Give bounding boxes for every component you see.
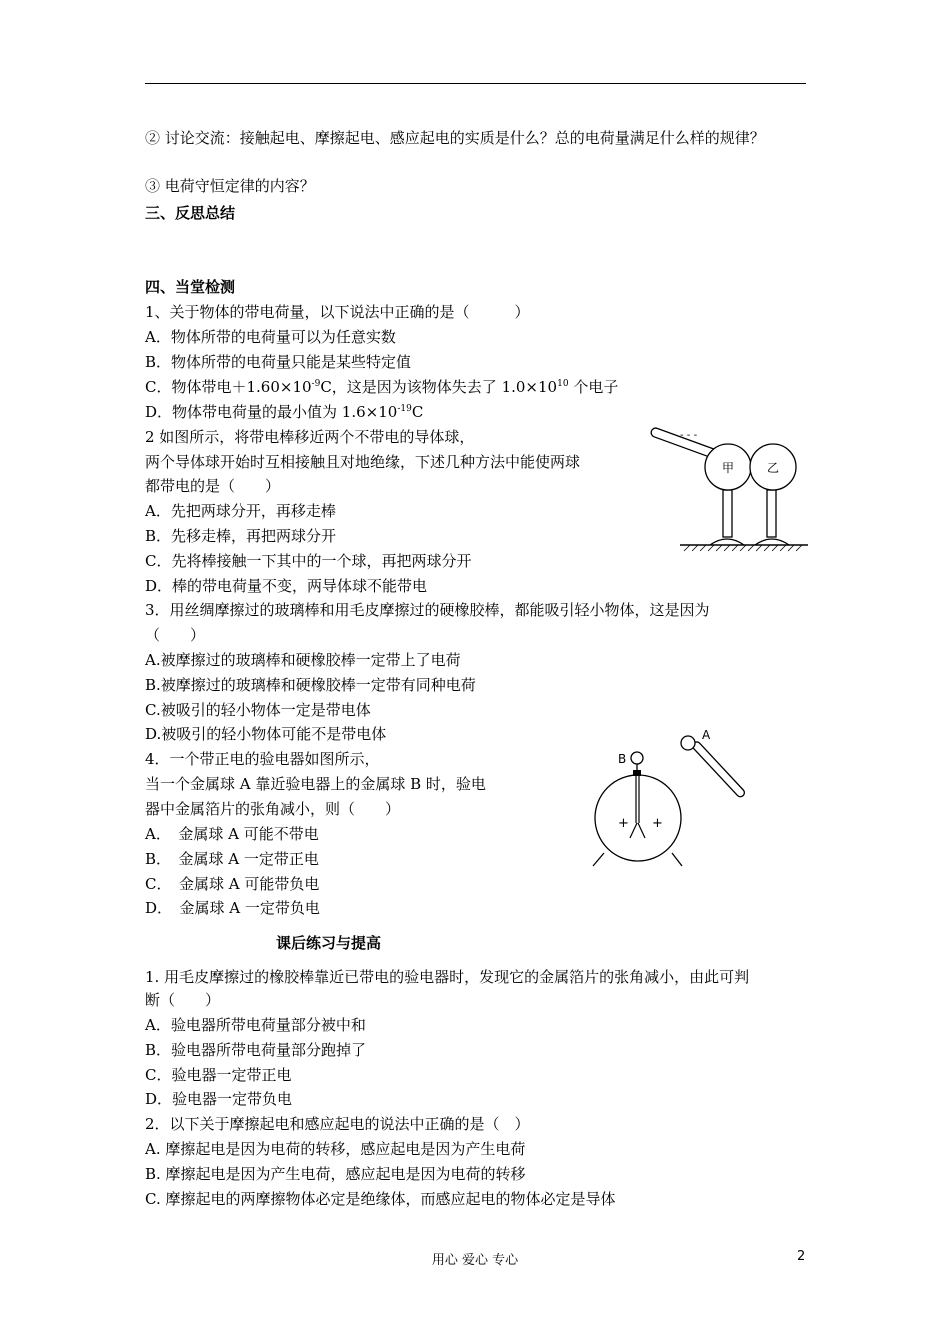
label-b: B — [618, 752, 627, 766]
q2-option-d: D．棒的带电荷量不变，两导体球不能带电 — [145, 577, 428, 595]
page-number: 2 — [797, 1249, 806, 1264]
hw-q2-stem: 2．以下关于摩擦起电和感应起电的说法中正确的是（ ） — [145, 1115, 530, 1133]
q1-option-a: A．物体所带的电荷量可以为任意实数 — [145, 328, 396, 346]
hw-q1-option-b: B．验电器所带电荷量部分跑掉了 — [145, 1041, 367, 1059]
q4-stem-3: 器中金属箔片的张角减小，则（ ） — [145, 800, 401, 818]
plus-right: + — [652, 816, 663, 831]
q1-option-b: B．物体所带的电荷量只能是某些特定值 — [145, 353, 412, 371]
q3-stem-1: 3．用丝绸摩擦过的玻璃棒和用毛皮摩擦过的硬橡胶棒，都能吸引轻小物体，这是因为 — [145, 601, 710, 619]
discussion-q3: ③ 电荷守恒定律的内容？ — [145, 177, 315, 195]
q1-option-c: C．物体带电$+1.60\times 10^{-9}C$，这是因为该物体失去了 $1.0\times 10^{10}$ 个电子 — [145, 378, 619, 396]
header-rule — [145, 83, 806, 84]
q4-option-c: C． 金属球 A 可能带负电 — [145, 875, 320, 893]
q4-stem-2: 当一个金属球 A 靠近验电器上的金属球 B 时，验电 — [145, 775, 486, 793]
footer-motto: 用心 爱心 专心 — [431, 1253, 519, 1268]
q2-option-b: B．先移走棒，再把两球分开 — [145, 527, 337, 545]
section-3-title: 三、反思总结 — [145, 204, 236, 222]
q2-conductor-spheres-figure — [640, 425, 810, 555]
hw-q2-option-b: B. 摩擦起电是因为产生电荷，感应起电是因为电荷的转移 — [145, 1165, 526, 1183]
hw-q1-option-a: A．验电器所带电荷量部分被中和 — [145, 1016, 366, 1034]
q2-stem-2: 两个导体球开始时互相接触且对地绝缘，下述几种方法中能使两球 — [145, 453, 581, 471]
q1-stem: 1、关于物体的带电荷量，以下说法中正确的是（ ） — [145, 303, 530, 321]
section-4-title: 四、当堂检测 — [145, 278, 236, 296]
q3-option-b: B.被摩擦过的玻璃棒和硬橡胶棒一定带有同种电荷 — [145, 676, 476, 694]
q3-stem-2: （ ） — [145, 626, 206, 644]
q4-option-d: D． 金属球 A 一定带负电 — [145, 899, 320, 917]
q4-electroscope-figure — [590, 725, 750, 870]
hw-q2-option-c: C. 摩擦起电的两摩擦物体必定是绝缘体，而感应起电的物体必定是导体 — [145, 1190, 616, 1208]
discussion-q2: ② 讨论交流：接触起电、摩擦起电、感应起电的实质是什么？总的电荷量满足什么样的规律？ — [145, 129, 765, 147]
q1-option-d: D．物体带电荷量的最小值为 $1.6\times 10^{-19}C$ — [145, 403, 424, 421]
q2-stem-1: 2 如图所示，将带电棒移近两个不带电的导体球， — [145, 428, 475, 446]
q3-option-c: C.被吸引的轻小物体一定是带电体 — [145, 701, 371, 719]
q3-option-a: A.被摩擦过的玻璃棒和硬橡胶棒一定带上了电荷 — [145, 651, 461, 669]
q4-stem-1: 4．一个带正电的验电器如图所示， — [145, 750, 380, 768]
q2-option-a: A．先把两球分开，再移走棒 — [145, 502, 336, 520]
q3-option-d: D.被吸引的轻小物体可能不是带电体 — [145, 725, 387, 743]
q2-stem-3: 都带电的是（ ） — [145, 477, 281, 495]
ball-yi-label: 乙 — [766, 461, 780, 475]
q4-option-b: B． 金属球 A 一定带正电 — [145, 850, 319, 868]
q4-option-a: A． 金属球 A 可能不带电 — [145, 825, 319, 843]
hw-q1-option-d: D．验电器一定带负电 — [145, 1090, 293, 1108]
plus-left: + — [618, 816, 629, 831]
q2-option-c: C．先将棒接触一下其中的一个球，再把两球分开 — [145, 552, 472, 570]
hw-q1-stem-2: 断（ ） — [145, 991, 221, 1009]
hw-q1-stem-1: 1. 用毛皮摩擦过的橡胶棒靠近已带电的验电器时，发现它的金属箔片的张角减小，由此可判 — [145, 968, 750, 986]
hw-q2-option-a: A. 摩擦起电是因为电荷的转移，感应起电是因为产生电荷 — [145, 1140, 526, 1158]
homework-title: 课后练习与提高 — [276, 934, 382, 952]
ball-jia-label: 甲 — [721, 461, 735, 475]
hw-q1-option-c: C．验电器一定带正电 — [145, 1066, 292, 1084]
rod-charge-label: - - - — [680, 430, 698, 441]
label-a: A — [702, 728, 711, 742]
